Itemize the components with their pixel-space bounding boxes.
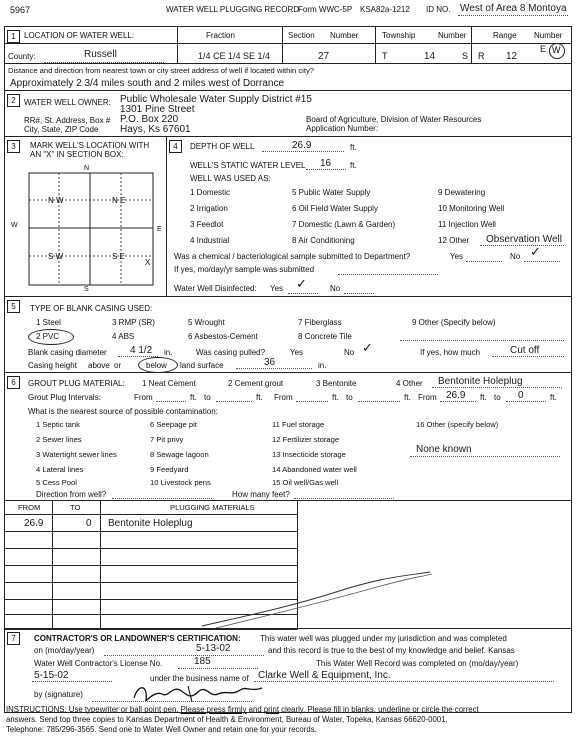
casing-rmp[interactable]: 3 RMP (SR) — [112, 318, 155, 327]
certification-text-2: and this record is true to the best of my knowledge and belief. Kansas — [268, 646, 515, 655]
source-other-value: None known — [416, 444, 472, 455]
use-other[interactable]: 12 Other — [438, 236, 470, 245]
source-sewer[interactable]: 2 Sewer lines — [36, 435, 82, 444]
height-label: Casing height — [28, 361, 77, 370]
interval-1-to: to — [204, 393, 211, 402]
form-code: Form WWC-5P — [298, 5, 353, 14]
use-public-water[interactable]: 5 Public Water Supply — [292, 188, 371, 197]
interval-1-ft: ft. — [190, 393, 197, 402]
grout-title: GROUT PLUG MATERIAL: — [28, 379, 125, 388]
business-name-label: under the business name of — [150, 674, 249, 683]
use-injection[interactable]: 11 Injection Well — [438, 220, 496, 229]
range-value: 12 — [506, 51, 518, 62]
owner-label: WATER WELL OWNER: — [24, 98, 111, 107]
business-name-value: Clarke Well & Equipment, Inc. — [258, 670, 391, 681]
fraction-label: Fraction — [206, 31, 235, 40]
disinfected-label: Water Well Disinfected: — [174, 284, 257, 293]
source-privy[interactable]: 7 Pit privy — [150, 435, 184, 444]
height-below[interactable]: below — [146, 361, 167, 370]
township-s-label: S — [462, 51, 469, 61]
scribble-mark — [196, 570, 436, 630]
grout-other-value: Bentonite Holeplug — [438, 376, 523, 387]
range-e-label: E — [540, 44, 547, 54]
instructions-1e: clearly. Please fill in blanks, underline or circle the correct — [279, 705, 479, 714]
range-label: Range — [493, 31, 517, 40]
interval-1-ft2: ft. — [256, 393, 263, 402]
compass-s: S — [84, 286, 89, 293]
table-header-materials: PLUGGING MATERIALS — [170, 503, 255, 512]
casing-other[interactable]: 9 Other (Specify below) — [412, 318, 496, 327]
interval-3-from-value: 26.9 — [446, 390, 466, 401]
instructions-line-3: Telephone: 785/296-3565. Send one to Water Well Owner and retain one for your records. — [6, 725, 317, 734]
casing-steel[interactable]: 1 Steel — [36, 318, 61, 327]
address-line-1: 1301 Pine Street — [120, 104, 195, 115]
form-number: 5967 — [10, 5, 31, 15]
id-label: ID NO. — [426, 5, 451, 14]
owner-value: Public Wholesale Water Supply District #15 — [120, 94, 312, 105]
instructions-1a: INSTRUCTIONS: Use typewriter or ball point pen. — [6, 705, 179, 714]
height-above[interactable]: above — [88, 361, 110, 370]
casing-asbestos[interactable]: 6 Asbestos-Cement — [188, 332, 258, 341]
use-domestic[interactable]: 1 Domestic — [190, 188, 231, 197]
disinfected-no[interactable]: No — [330, 284, 341, 293]
section-5-number: 5 — [7, 300, 20, 313]
direction-label: Distance and direction from nearest town or city street address of well if located within city? — [8, 66, 314, 75]
quadrant-se: S E — [112, 252, 125, 261]
table-row-1-from: 26.9 — [24, 518, 44, 529]
section-value: 27 — [318, 51, 330, 62]
range-r-label: R — [478, 51, 485, 61]
depth-ft: ft. — [350, 143, 357, 152]
interval-3-to-value: 0 — [518, 390, 524, 401]
pulled-yes[interactable]: Yes — [290, 348, 304, 357]
use-dewatering[interactable]: 9 Dewatering — [438, 188, 486, 197]
source-watertight[interactable]: 3 Watertight sewer lines — [36, 450, 117, 459]
address-line-3: Hays, Ks 67601 — [120, 124, 191, 135]
instructions-1d: print — [263, 705, 279, 714]
interval-2-ft2: ft. — [404, 393, 411, 402]
source-livestock[interactable]: 10 Livestock pens — [150, 478, 211, 487]
table-row-1-to: 0 — [86, 518, 92, 529]
source-lateral[interactable]: 4 Lateral lines — [36, 465, 84, 474]
interval-3-ft: ft. — [480, 393, 487, 402]
use-feedlot[interactable]: 3 Feedlot — [190, 220, 224, 229]
diameter-value: 4 1/2 — [130, 345, 153, 356]
table-header-to: TO — [70, 503, 81, 512]
sample-date-label: If yes, mo/day/yr sample was submitted — [174, 265, 315, 274]
how-much-value: Cut off — [510, 345, 540, 356]
table-row-1-material: Bentonite Holeplug — [108, 518, 193, 529]
section-1-number: 1 — [7, 30, 20, 43]
city-label: City, State, ZIP Code — [24, 125, 99, 134]
id-value: West of Area 8 Montoya — [460, 3, 567, 14]
license-label: Water Well Contractor's License No. — [34, 659, 163, 668]
grout-neat-cement[interactable]: 1 Neat Cement — [142, 379, 196, 388]
source-cesspool[interactable]: 5 Cess Pool — [36, 478, 77, 487]
use-irrigation[interactable]: 2 Irrigation — [190, 204, 228, 213]
depth-value: 26.9 — [292, 140, 312, 151]
interval-1-from: From — [134, 393, 153, 402]
section-6-number: 6 — [7, 376, 20, 389]
use-other-value: Observation Well — [486, 234, 562, 245]
diameter-in: in. — [164, 348, 173, 357]
sample-no-check-icon: ✓ — [530, 244, 541, 259]
instructions-1c: and — [246, 705, 264, 714]
source-fertilizer[interactable]: 12 Fertilizer storage — [272, 435, 340, 444]
source-septic[interactable]: 1 Septic tank — [36, 420, 80, 429]
sample-yes[interactable]: Yes — [450, 252, 464, 261]
signature-label: by (signature) — [34, 690, 83, 699]
compass-n: N — [84, 165, 90, 172]
use-monitoring[interactable]: 10 Monitoring Well — [438, 204, 505, 213]
section-label: Section — [288, 31, 315, 40]
disinfected-yes-check-icon: ✓ — [296, 276, 307, 291]
use-oil-field[interactable]: 6 Oil Field Water Supply — [292, 204, 378, 213]
disinfected-yes[interactable]: Yes — [270, 284, 284, 293]
license-value: 185 — [194, 656, 211, 667]
range-w-label: W — [552, 45, 561, 55]
section-7-number: 7 — [7, 632, 20, 645]
ksa-code: KSA82a-1212 — [360, 5, 410, 14]
casing-abs[interactable]: 4 ABS — [112, 332, 135, 341]
instructions-line-2: answers. Send top three copies to Kansas Department of Health & Environment, Bureau of Water, Topeka, Kansas 66620-0001. — [6, 715, 448, 724]
compass-e: E — [157, 226, 162, 233]
section-2-number: 2 — [7, 94, 20, 107]
height-value: 36 — [264, 357, 276, 368]
source-lagoon[interactable]: 8 Sewage lagoon — [150, 450, 209, 459]
quadrant-ne: N E — [112, 196, 126, 205]
pulled-label: Was casing pulled? — [196, 348, 266, 357]
well-location-x: X — [145, 258, 151, 267]
direction-from-well-label: Direction from well? — [36, 490, 107, 499]
interval-2-from: From — [274, 393, 293, 402]
diameter-label: Blank casing diameter — [28, 348, 107, 357]
contractor-signature — [128, 680, 268, 706]
county-label: County: — [8, 52, 36, 61]
interval-3-from: From — [418, 393, 437, 402]
source-seepage[interactable]: 6 Seepage pit — [150, 420, 197, 429]
casing-fiberglass[interactable]: 7 Fiberglass — [298, 318, 342, 327]
sample-question: Was a chemical / bacteriological sample submitted to Department? — [174, 252, 411, 261]
section-4-number: 4 — [169, 140, 182, 153]
record-completed-label: This Water Well Record was completed on (mo/day/year) — [316, 659, 519, 668]
section-3-number: 3 — [7, 140, 20, 153]
address-line-2: P.O. Box 220 — [120, 114, 179, 125]
intervals-label: Grout Plug Intervals: — [28, 393, 101, 402]
completed-on-label: on (mo/day/year) — [34, 646, 95, 655]
instructions-line-1 — [6, 705, 479, 714]
use-industrial[interactable]: 4 Industrial — [190, 236, 230, 245]
contamination-label: What is the nearest source of possible contamination: — [28, 407, 218, 416]
quadrant-sw: S W — [48, 252, 64, 261]
static-level-value: 16 — [320, 158, 332, 169]
height-or: or — [114, 361, 122, 370]
grout-cement-grout[interactable]: 2 Cement grout — [228, 379, 284, 388]
interval-2-to: to — [346, 393, 353, 402]
how-many-feet-label: How many feet? — [232, 490, 290, 499]
static-level-ft: ft. — [350, 161, 357, 170]
interval-3-to: to — [494, 393, 501, 402]
height-in: in. — [318, 361, 327, 370]
casing-concrete[interactable]: 8 Concrete Tile — [298, 332, 352, 341]
completed-on-value: 5-13-02 — [196, 643, 231, 654]
direction-value: Approximately 2 3/4 miles south and 2 miles west of Dorrance — [10, 78, 285, 89]
record-completed-value: 5-15-02 — [34, 670, 69, 681]
compass-w: W — [11, 222, 18, 229]
pulled-no-check-icon: ✓ — [362, 340, 373, 355]
township-t-label: T — [382, 51, 388, 61]
source-fuel[interactable]: 11 Fuel storage — [272, 420, 325, 429]
section-box-grid[interactable] — [28, 172, 154, 286]
table-header-from: FROM — [18, 503, 41, 512]
source-oil-gas[interactable]: 15 Oil well/Gas well — [272, 478, 339, 487]
range-number-label: Number — [534, 31, 563, 40]
interval-3-ft2: ft. — [550, 393, 557, 402]
township-number-label: Number — [438, 31, 467, 40]
township-value: 14 — [424, 51, 436, 62]
certification-text-1: This water well was plugged under my jurisdiction and was completed — [260, 634, 507, 643]
pulled-no[interactable]: No — [344, 348, 355, 357]
source-feedyard[interactable]: 9 Feedyard — [150, 465, 189, 474]
certification-title: CONTRACTOR'S OR LANDOWNER'S CERTIFICATION: — [34, 634, 241, 643]
how-much-label: If yes, how much — [420, 348, 481, 357]
instructions-1b: Please press firmly — [180, 705, 247, 714]
used-as-label: WELL WAS USED AS: — [190, 174, 271, 183]
form-title: WATER WELL PLUGGING RECORD — [166, 5, 300, 14]
sample-no[interactable]: No — [510, 252, 521, 261]
source-insecticide[interactable]: 13 Insecticide storage — [272, 450, 346, 459]
location-label: LOCATION OF WATER WELL: — [24, 31, 135, 40]
grout-other[interactable]: 4 Other — [396, 379, 423, 388]
county-value: Russell — [84, 49, 117, 60]
section-number-label: Number — [330, 31, 359, 40]
source-other[interactable]: 16 Other (specify below) — [416, 420, 499, 429]
interval-2-ft: ft. — [332, 393, 339, 402]
casing-pvc[interactable]: 2 PVC — [36, 332, 60, 341]
use-air-conditioning[interactable]: 8 Air Conditioning — [292, 236, 355, 245]
quadrant-nw: N W — [48, 196, 64, 205]
static-level-label: WELL'S STATIC WATER LEVEL — [190, 161, 306, 170]
board-label: Board of Agriculture, Division of Water Resources — [306, 115, 482, 124]
township-label: Township — [382, 31, 416, 40]
application-label: Application Number: — [306, 124, 379, 133]
fraction-value: 1/4 CE 1/4 SE 1/4 — [198, 51, 271, 61]
casing-title: TYPE OF BLANK CASING USED: — [30, 304, 153, 313]
depth-label: DEPTH OF WELL — [190, 142, 255, 151]
address-label: RR#, St. Address, Box # — [24, 116, 111, 125]
grout-bentonite[interactable]: 3 Bentonite — [316, 379, 357, 388]
land-surface-label: land surface — [180, 361, 224, 370]
casing-wrought[interactable]: 5 Wrought — [188, 318, 225, 327]
mark-location-label-2: AN "X" IN SECTION BOX: — [30, 150, 124, 159]
use-lawn-garden[interactable]: 7 Domestic (Lawn & Garden) — [292, 220, 396, 229]
source-abandoned[interactable]: 14 Abandoned water well — [272, 465, 357, 474]
mark-location-label-1: MARK WELL'S LOCATION WITH — [30, 141, 150, 150]
